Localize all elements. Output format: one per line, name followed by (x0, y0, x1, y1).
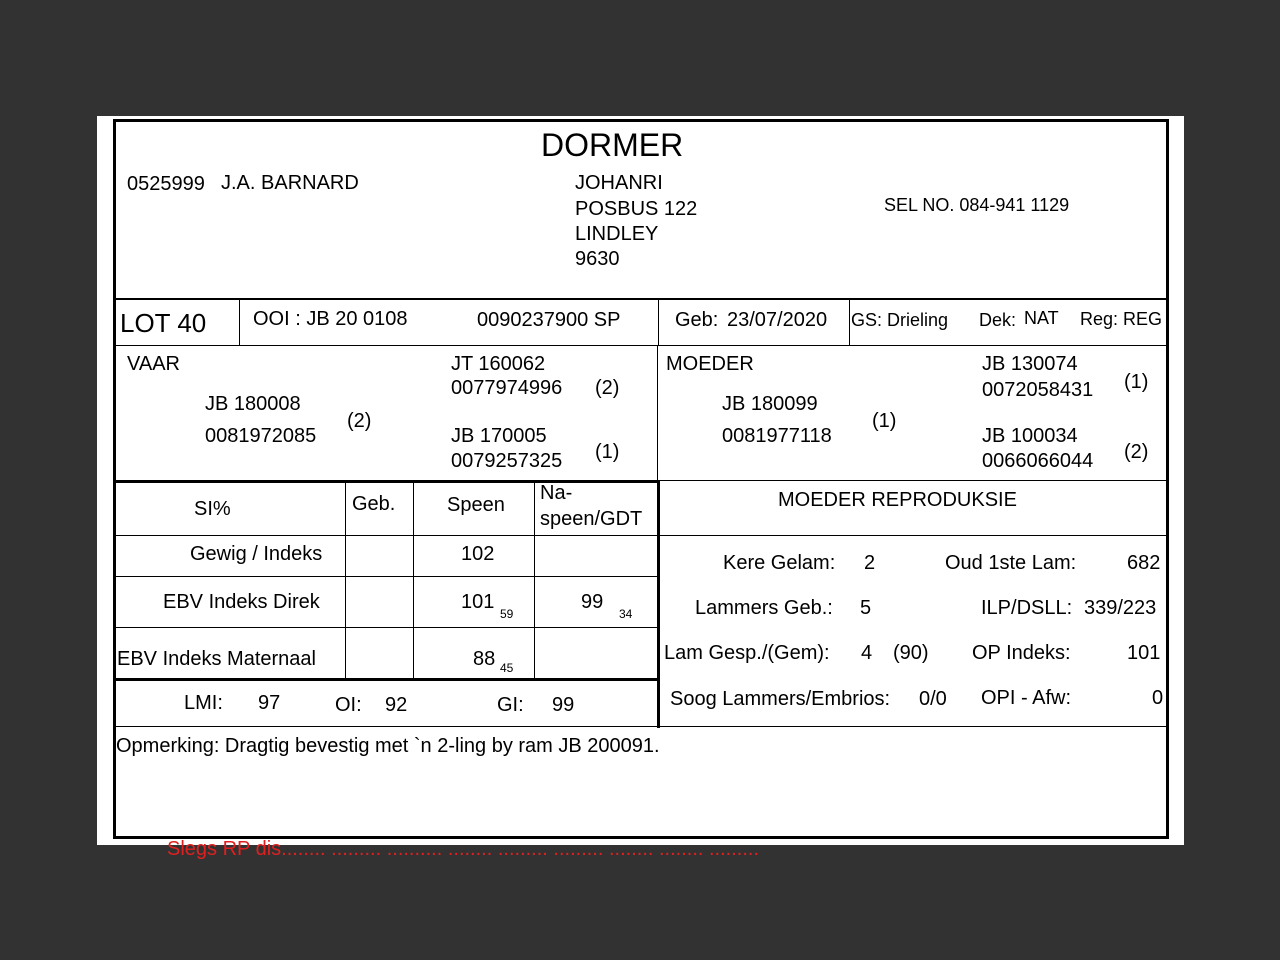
ilp-value: 339/223 (1084, 597, 1157, 619)
soog-label: Soog Lammers/Embrios: (670, 688, 891, 710)
gi-value: 99 (552, 694, 575, 716)
row-naspeen-sub: 34 (619, 607, 633, 621)
dam-dam-number: 0066066044 (982, 450, 1094, 472)
row-label: EBV Indeks Direk (163, 591, 320, 613)
si-header: SI% (194, 498, 231, 520)
divider (113, 627, 658, 628)
row-speen: 101 (461, 591, 495, 613)
dam-sire-count: (1) (1124, 371, 1149, 393)
lam-value: 4 (861, 642, 873, 664)
ooi-id: OOI : JB 20 0108 (253, 308, 408, 330)
divider (658, 480, 1169, 481)
oi-value: 92 (385, 694, 408, 716)
owner-name: J.A. BARNARD (221, 172, 359, 194)
dam-number: 0081977118 (722, 425, 832, 447)
lot-number: LOT 40 (120, 308, 207, 338)
lmi-label: LMI: (184, 692, 223, 714)
sire-dam-count: (1) (595, 441, 620, 463)
kere-value: 2 (864, 552, 876, 574)
naspeen-header-1: Na- (540, 482, 573, 504)
lammers-label: Lammers Geb.: (695, 597, 833, 619)
oi-label: OI: (335, 694, 362, 716)
postal-code: 9630 (575, 248, 620, 270)
divider (113, 345, 1169, 346)
cell-number: SEL NO. 084-941 1129 (884, 195, 1070, 215)
lam-label: Lam Gesp./(Gem): (664, 642, 830, 664)
lam-gem: (90) (893, 642, 929, 664)
divider (658, 299, 659, 345)
dam-sire-id: JB 130074 (982, 353, 1078, 375)
speen-header: Speen (447, 494, 505, 516)
catalogue-card (97, 116, 1184, 860)
lammers-value: 5 (860, 597, 872, 619)
gi-label: GI: (497, 694, 524, 716)
divider (113, 480, 658, 483)
repro-title: MOEDER REPRODUKSIE (778, 489, 1017, 511)
mating-type: NAT (1024, 308, 1059, 328)
address-line1: POSBUS 122 (575, 198, 698, 220)
geb-header: Geb. (352, 493, 396, 515)
divider (113, 726, 1169, 727)
birth-status: GS: Drieling (851, 310, 949, 330)
divider (534, 482, 535, 680)
opi-label: OPI - Afw: (981, 687, 1072, 709)
address-line2: LINDLEY (575, 223, 659, 245)
sire-count: (2) (347, 410, 372, 432)
ooi-number: 0090237900 SP (477, 309, 621, 331)
row-speen-sub: 45 (500, 661, 514, 675)
soog-value: 0/0 (919, 688, 947, 710)
sire-dam-number: 0079257325 (451, 450, 563, 472)
mating-label: Dek: (979, 310, 1017, 330)
sire-sire-number: 0077974996 (451, 377, 563, 399)
dam-dam-id: JB 100034 (982, 425, 1078, 447)
divider (657, 345, 658, 481)
op-label: OP Indeks: (972, 642, 1071, 664)
birth-date: 23/07/2020 (727, 309, 828, 331)
remark: Opmerking: Dragtig bevestig met `n 2-ling by ram JB 200091. (116, 735, 660, 757)
dam-sire-number: 0072058431 (982, 379, 1094, 401)
dam-id: JB 180099 (722, 393, 818, 415)
row-speen-sub: 59 (500, 607, 514, 621)
divider (660, 535, 1169, 536)
sire-label: VAAR (127, 353, 180, 375)
sire-number: 0081972085 (205, 425, 317, 447)
divider (113, 535, 658, 536)
dam-dam-count: (2) (1124, 441, 1149, 463)
naspeen-header-2: speen/GDT (540, 508, 643, 530)
divider (239, 299, 240, 345)
row-label: EBV Indeks Maternaal (117, 648, 316, 670)
row-naspeen: 99 (581, 591, 604, 613)
oud-label: Oud 1ste Lam: (945, 552, 1077, 574)
divider (849, 299, 850, 345)
divider (413, 482, 414, 680)
divider (113, 678, 658, 681)
sire-dam-id: JB 170005 (451, 425, 547, 447)
breed-title: DORMER (541, 127, 684, 163)
row-label: Gewig / Indeks (190, 543, 323, 565)
oud-value: 682 (1127, 552, 1161, 574)
farm-name: JOHANRI (575, 172, 663, 194)
divider (657, 680, 658, 727)
sire-sire-count: (2) (595, 377, 620, 399)
ilp-label: ILP/DSLL: (981, 597, 1073, 619)
sire-sire-id: JT 160062 (451, 353, 546, 375)
divider (113, 576, 658, 577)
row-speen: 88 (473, 648, 496, 670)
lmi-value: 97 (258, 692, 281, 714)
owner-code: 0525999 (127, 173, 205, 195)
divider (345, 482, 346, 680)
divider (113, 298, 1169, 300)
dam-count: (1) (872, 410, 897, 432)
footer-note: Slegs RP dis........ ......... .......... ........ ......... ......... ........ ........ ......... (167, 838, 760, 860)
birth-label: Geb: (675, 309, 719, 331)
sire-id: JB 180008 (205, 393, 301, 415)
kere-label: Kere Gelam: (723, 552, 836, 574)
registration: Reg: REG (1080, 309, 1163, 329)
opi-value: 0 (1152, 687, 1164, 709)
dam-label: MOEDER (666, 353, 754, 375)
op-value: 101 (1127, 642, 1161, 664)
row-speen: 102 (461, 543, 495, 565)
